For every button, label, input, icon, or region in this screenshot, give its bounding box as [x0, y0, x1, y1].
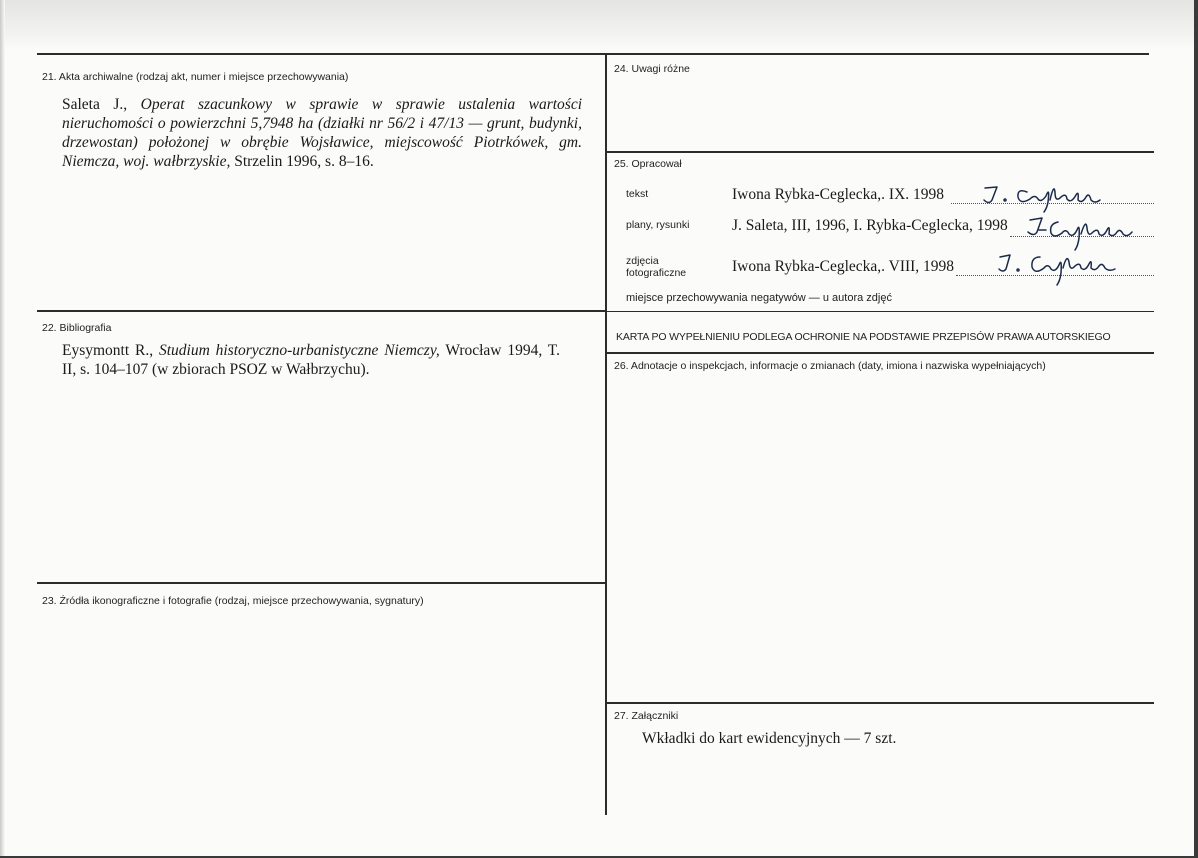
section-25-label: 25. Opracował: [614, 158, 682, 170]
author-row-key: plany, rysunki: [626, 219, 690, 231]
section-22-author: Eysymontt R.,: [62, 342, 154, 359]
section-26-label: 26. Adnotacje o inspekcjach, informacje o zmianach (daty, imiona i nazwiska wypełniających): [614, 360, 1046, 372]
copyright-notice: KARTA PO WYPEŁNIENIU PODLEGA OCHRONIE NA PODSTAWIE PRZEPISÓW PRAWA AUTORSKIEGO: [616, 331, 1111, 343]
author-row-value: J. Saleta, III, 1996, I. Rybka-Ceglecka, 1998: [732, 217, 1008, 234]
section-24-label: 24. Uwagi różne: [614, 63, 690, 75]
author-row-value: Iwona Rybka-Ceglecka,. IX. 1998: [732, 186, 945, 203]
rule-25-copyright: [606, 311, 1154, 312]
section-27-text: Wkładki do kart ewidencyjnych — 7 szt.: [642, 730, 897, 747]
page-left-shadow: [0, 0, 5, 856]
section-21-text: [62, 95, 582, 171]
rule-25-26: [606, 352, 1154, 354]
author-row-key: tekst: [626, 188, 649, 200]
top-rule: [37, 53, 1149, 55]
author-row-key: fotograficzne: [626, 267, 687, 279]
center-vertical-rule: [605, 53, 607, 815]
section-23-label: 23. Źródła ikonograficzne i fotografie (rodzaj, miejsce przechowywania, sygnatury): [42, 595, 424, 607]
section-21-label: 21. Akta archiwalne (rodzaj akt, numer i miejsce przechowywania): [42, 71, 349, 83]
section-22-title: Studium historyczno-urbanistyczne Niemczy,: [158, 342, 440, 359]
section-21-title: Operat szacunkowy w sprawie w sprawie ustalenia wartości nieruchomości o powierzchni 5,7948 ha (działki nr 56/2 i 47/13 — grunt, budynki, drzewostan) położonej w obrębie Wojsławice, miejscowość Piotrkówek, gm. Niemcza, woj. wałbrzyskie,: [62, 96, 582, 170]
section-22-tail: Wrocław 1994, T. II, s. 104–107 (w zbiorach PSOZ w Wałbrzychu).: [62, 342, 560, 378]
section-22-label: 22. Bibliografia: [42, 322, 112, 334]
rule-22-23: [37, 582, 606, 584]
rule-21-22: [37, 310, 606, 312]
section-22-text: [62, 341, 560, 379]
rule-24-25: [606, 151, 1154, 153]
section-21-tail: Strzelin 1996, s. 8–16.: [234, 153, 374, 170]
signature-3: [990, 245, 1140, 289]
negatives-note: miejsce przechowywania negatywów — u autora zdjęć: [626, 292, 892, 304]
author-row-key: zdjęcia: [626, 255, 659, 267]
author-row-value: Iwona Rybka-Ceglecka,. VIII, 1998: [732, 258, 955, 275]
section-27-label: 27. Załączniki: [614, 710, 679, 722]
page-top-shadow: [0, 0, 1194, 50]
section-21-author: Saleta J.,: [62, 96, 128, 113]
rule-26-27: [606, 702, 1154, 704]
